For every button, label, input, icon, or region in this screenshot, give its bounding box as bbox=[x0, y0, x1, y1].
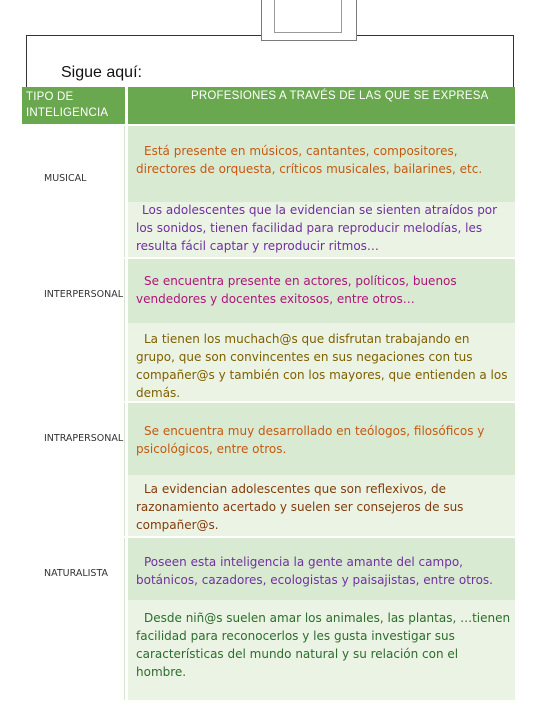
profesiones-text: Se encuentra presente en actores, políticos, buenos vendedores y docentes exitosos, entre otros… bbox=[136, 274, 457, 306]
tipo-label: NATURALISTA bbox=[44, 568, 109, 579]
cell-naturalista-p1 bbox=[128, 538, 515, 600]
cell-tipo-interpersonal bbox=[22, 259, 125, 401]
header-tipo: TIPO DE INTELIGENCIA bbox=[22, 87, 125, 124]
tipo-label: INTRAPERSONAL bbox=[44, 433, 124, 444]
cell-musical-p2 bbox=[128, 202, 515, 258]
adolescentes-text: Desde niñ@s suelen amar los animales, las plantas, …tienen facilidad para reconocerlos y les gusta investigar sus características del mundo natural y su relación con el hombre. bbox=[136, 611, 511, 679]
decorative-box-inner bbox=[274, 0, 342, 33]
cell-interpersonal-p2 bbox=[128, 323, 515, 401]
profesiones-text: Poseen esta inteligencia la gente amante del campo, botánicos, cazadores, ecologistas y paisajistas, entre otros. bbox=[136, 555, 493, 587]
cell-tipo-naturalista bbox=[22, 538, 125, 700]
tipo-label: INTERPERSONAL bbox=[44, 289, 124, 300]
adolescentes-text: Los adolescentes que la evidencian se sienten atraídos por los sonidos, tienen facilidad para reproducir melodías, les resulta fácil captar y reproducir ritmos… bbox=[136, 203, 498, 253]
cell-tipo-musical bbox=[22, 126, 125, 258]
tipo-label: MUSICAL bbox=[44, 173, 87, 184]
cell-musical-p1 bbox=[128, 126, 515, 202]
cell-intrapersonal-p1 bbox=[128, 403, 515, 475]
cell-intrapersonal-p2 bbox=[128, 475, 515, 536]
cell-tipo-intrapersonal bbox=[22, 403, 125, 536]
adolescentes-text: La evidencian adolescentes que son reflexivos, de razonamiento acertado y suelen ser consejeros de sus compañer@s. bbox=[136, 482, 464, 532]
adolescentes-text: La tienen los muchach@s que disfrutan trabajando en grupo, que son convincentes en sus negaciones con tus compañer@s y también con los mayores, que entienden a los demás. bbox=[136, 332, 508, 400]
header-profesiones: PROFESIONES A TRAVÉS DE LAS QUE SE EXPRESA bbox=[128, 87, 515, 124]
decorative-box bbox=[261, 0, 357, 41]
profesiones-text: Se encuentra muy desarrollado en teólogos, filosóficos y psicológicos, entre otros. bbox=[136, 424, 485, 456]
profesiones-text: Está presente en músicos, cantantes, compositores, directores de orquesta, críticos musicales, bailarines, etc. bbox=[136, 144, 483, 176]
cell-interpersonal-p1 bbox=[128, 259, 515, 323]
cell-naturalista-p2 bbox=[128, 600, 515, 700]
page-heading: Sigue aquí: bbox=[61, 64, 142, 81]
